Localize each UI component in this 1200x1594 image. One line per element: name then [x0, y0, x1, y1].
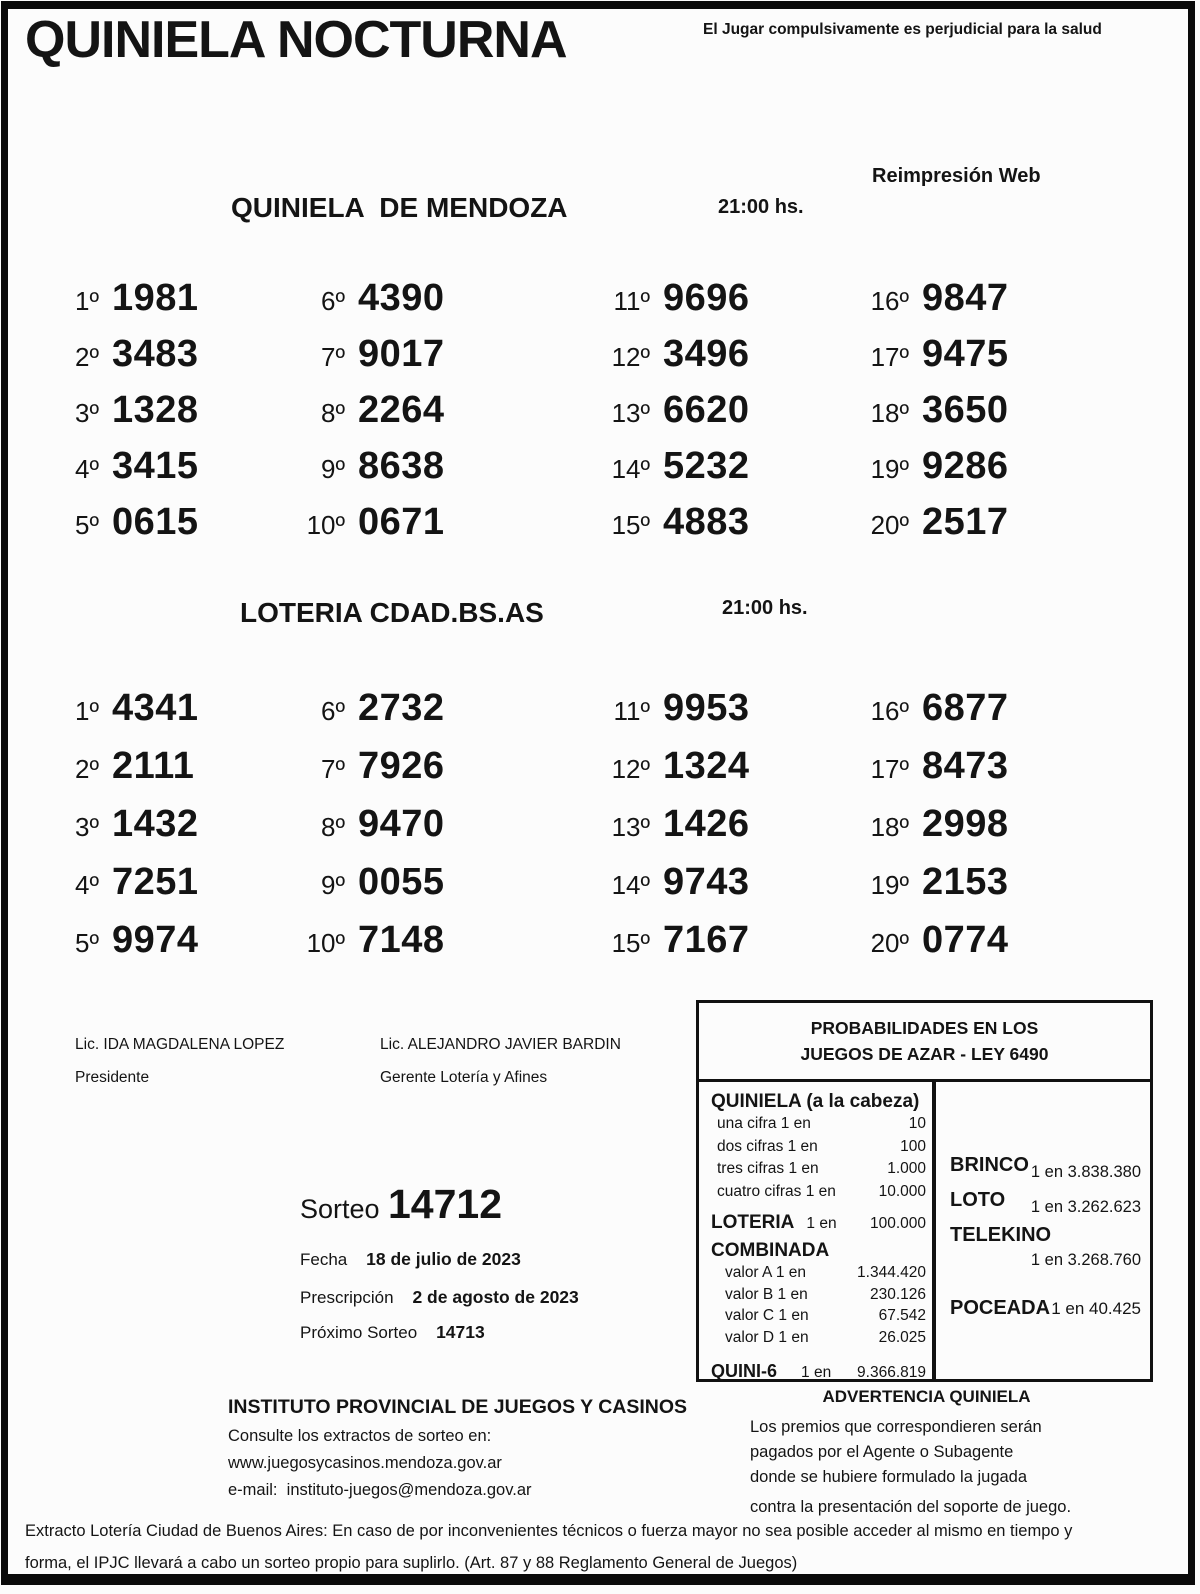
- result-number: 8638: [358, 445, 445, 487]
- result-position: 13º: [611, 398, 650, 428]
- result-position: 11º: [613, 286, 650, 316]
- bsas-section-title: LOTERIA CDAD.BS.AS: [240, 597, 544, 628]
- result-cell: [863, 795, 1163, 853]
- draw-date-label: Fecha: [300, 1250, 348, 1269]
- result-cell: [604, 494, 863, 550]
- odds-value: 67.542: [878, 1307, 926, 1324]
- probabilities-left-column: [699, 1082, 936, 1379]
- result-number: 4341: [112, 687, 199, 729]
- official-role: Gerente Lotería y Afines: [380, 1069, 548, 1086]
- result-number: 2732: [358, 687, 445, 729]
- quiniela-odds-header: QUINIELA (a la cabeza): [711, 1091, 920, 1112]
- result-number: 3650: [922, 389, 1009, 431]
- quini6-odds-row: [711, 1361, 926, 1382]
- combinada-header: COMBINADA: [711, 1240, 830, 1261]
- official-president: [75, 1036, 375, 1087]
- page-title: QUINIELA NOCTURNA: [25, 11, 567, 69]
- result-position: 12º: [611, 342, 650, 372]
- result-cell: [299, 795, 604, 853]
- odds-row: [711, 1327, 926, 1349]
- loto-odds-row: [950, 1189, 1141, 1216]
- odds-label: tres cifras 1 en: [717, 1160, 819, 1177]
- draw-date-value: 18 de julio de 2023: [366, 1249, 521, 1269]
- result-cell: [604, 679, 863, 737]
- loteria-odds-mid: 1 en: [806, 1215, 837, 1232]
- quini6-odds-value: 9.366.819: [857, 1364, 926, 1381]
- odds-value: 10: [908, 1115, 926, 1132]
- result-position: 14º: [611, 870, 650, 900]
- institute-name: INSTITUTO PROVINCIAL DE JUEGOS Y CASINOS: [228, 1396, 688, 1418]
- result-cell: [863, 438, 1163, 494]
- result-position: 15º: [611, 928, 650, 958]
- result-cell: [53, 382, 299, 438]
- result-number: 2517: [922, 501, 1009, 543]
- odds-row: [711, 1113, 926, 1136]
- game-odds: 1 en 3.262.623: [1030, 1198, 1141, 1216]
- odds-label: valor C 1 en: [725, 1307, 809, 1324]
- draw-prescription-value: 2 de agosto de 2023: [412, 1287, 579, 1307]
- result-number: 7251: [112, 861, 199, 903]
- result-number: 9847: [922, 277, 1009, 319]
- result-cell: [863, 737, 1163, 795]
- result-number: 9017: [358, 333, 445, 375]
- result-position: 14º: [611, 454, 650, 484]
- odds-row: [711, 1262, 926, 1284]
- odds-row: [711, 1284, 926, 1306]
- result-cell: [299, 679, 604, 737]
- odds-label: cuatro cifras 1 en: [717, 1182, 836, 1200]
- result-cell: [299, 438, 604, 494]
- game-odds: 1 en 40.425: [1051, 1298, 1141, 1318]
- result-number: 0055: [358, 861, 445, 903]
- result-number: 2998: [922, 803, 1009, 845]
- odds-value: 26.025: [878, 1328, 926, 1346]
- next-draw-label: Próximo Sorteo: [300, 1323, 418, 1342]
- result-number: 1432: [112, 803, 199, 845]
- next-draw-row: [300, 1322, 485, 1343]
- result-number: 9286: [922, 445, 1009, 487]
- result-number: 0774: [922, 919, 1009, 961]
- health-warning-text: El Jugar compulsivamente es perjudicial para la salud: [703, 21, 1102, 38]
- result-position: 18º: [870, 812, 909, 842]
- odds-row: [711, 1136, 926, 1159]
- loteria-odds-row: [711, 1212, 926, 1234]
- quiniela-warning-line: pagados por el Agente o Subagente: [750, 1443, 1014, 1461]
- result-number: 7926: [358, 745, 445, 787]
- institute-block: [228, 1396, 687, 1500]
- quiniela-warning-title: ADVERTENCIA QUINIELA: [822, 1387, 1031, 1406]
- result-position: 3º: [75, 812, 99, 842]
- result-cell: [53, 737, 299, 795]
- quiniela-warning-line: donde se hubiere formulado la jugada: [750, 1468, 1028, 1486]
- result-cell: [604, 382, 863, 438]
- game-odds: 1 en 3.838.380: [1030, 1163, 1141, 1181]
- result-number: 9974: [112, 919, 199, 961]
- probabilities-body: [699, 1082, 1150, 1379]
- mendoza-results-grid: [53, 270, 1163, 550]
- result-number: 8473: [922, 745, 1009, 787]
- web-reprint-label: Reimpresión Web: [872, 165, 1041, 187]
- result-position: 2º: [75, 342, 99, 372]
- result-position: 1º: [75, 286, 99, 316]
- result-cell: [299, 911, 604, 969]
- odds-label: valor D 1 en: [725, 1328, 809, 1346]
- result-cell: [604, 326, 863, 382]
- result-cell: [53, 795, 299, 853]
- loteria-label: LOTERIA: [711, 1212, 795, 1233]
- result-position: 11º: [613, 696, 650, 726]
- probabilities-title: [699, 1003, 1150, 1082]
- result-number: 6877: [922, 687, 1009, 729]
- result-number: 6620: [663, 389, 750, 431]
- draw-number-value: 14712: [388, 1181, 503, 1227]
- result-number: 1328: [112, 389, 199, 431]
- telekino-odds-row: [950, 1224, 1141, 1270]
- footer-disclaimer: [25, 1515, 1175, 1579]
- result-number: 2153: [922, 861, 1009, 903]
- result-position: 7º: [321, 754, 345, 784]
- result-position: 7º: [321, 342, 345, 372]
- result-position: 2º: [75, 754, 99, 784]
- result-position: 6º: [321, 286, 345, 316]
- result-position: 20º: [870, 510, 909, 540]
- result-number: 4390: [358, 277, 445, 319]
- brinco-odds-row: [950, 1154, 1141, 1181]
- result-cell: [299, 494, 604, 550]
- result-number: 0615: [112, 501, 199, 543]
- quiniela-warning-line: Los premios que correspondieren serán: [750, 1418, 1042, 1436]
- result-position: 15º: [611, 510, 650, 540]
- result-position: 17º: [870, 754, 909, 784]
- result-position: 1º: [75, 696, 99, 726]
- odds-row: [711, 1158, 926, 1181]
- odds-row: [711, 1305, 926, 1327]
- result-position: 8º: [321, 398, 345, 428]
- result-number: 1981: [112, 277, 199, 319]
- result-number: 1324: [663, 745, 750, 787]
- footer-line: forma, el IPJC llevará a cabo un sorteo propio para suplirlo. (Art. 87 y 88 Reglamento General de Juegos): [25, 1554, 798, 1572]
- odds-value: 1.000: [887, 1160, 926, 1177]
- result-position: 5º: [75, 510, 99, 540]
- result-cell: [299, 326, 604, 382]
- result-cell: [53, 679, 299, 737]
- result-cell: [604, 853, 863, 911]
- draw-number-label: Sorteo: [300, 1194, 380, 1224]
- result-cell: [604, 270, 863, 326]
- result-cell: [863, 270, 1163, 326]
- official-manager: [380, 1036, 680, 1087]
- result-cell: [53, 270, 299, 326]
- result-position: 18º: [870, 398, 909, 428]
- result-number: 9470: [358, 803, 445, 845]
- result-number: 3496: [663, 333, 750, 375]
- result-cell: [604, 795, 863, 853]
- draw-prescription-row: [300, 1287, 579, 1308]
- probabilities-box: [696, 1000, 1153, 1382]
- result-number: 4883: [663, 501, 750, 543]
- probabilities-right-column: [936, 1082, 1150, 1379]
- result-number: 7167: [663, 919, 750, 961]
- result-number: 3483: [112, 333, 199, 375]
- result-cell: [863, 911, 1163, 969]
- result-position: 19º: [870, 454, 909, 484]
- next-draw-value: 14713: [436, 1322, 485, 1342]
- result-position: 4º: [75, 454, 99, 484]
- result-cell: [53, 326, 299, 382]
- result-position: 5º: [75, 928, 99, 958]
- result-cell: [53, 853, 299, 911]
- result-number: 7148: [358, 919, 445, 961]
- official-name: Lic. IDA MAGDALENA LOPEZ: [75, 1036, 285, 1053]
- result-number: 1426: [663, 803, 750, 845]
- result-cell: [53, 438, 299, 494]
- institute-website: www.juegosycasinos.mendoza.gov.ar: [228, 1454, 502, 1472]
- result-position: 17º: [870, 342, 909, 372]
- institute-email: e-mail: instituto-juegos@mendoza.gov.ar: [228, 1481, 532, 1499]
- footer-line: Extracto Lotería Ciudad de Buenos Aires: En caso de por inconvenientes técnicos o fuerza mayor no sea posible acceder al mismo en tiempo y: [25, 1522, 1073, 1540]
- institute-consult-line: Consulte los extractos de sorteo en:: [228, 1427, 492, 1445]
- official-name: Lic. ALEJANDRO JAVIER BARDIN: [380, 1036, 621, 1053]
- game-name: TELEKINO: [950, 1224, 1052, 1246]
- draw-prescription-label: Prescripción: [300, 1288, 394, 1307]
- quini6-odds-mid: 1 en: [801, 1364, 832, 1381]
- result-position: 12º: [611, 754, 650, 784]
- result-position: 8º: [321, 812, 345, 842]
- result-cell: [863, 326, 1163, 382]
- result-position: 20º: [870, 928, 909, 958]
- odds-value: 100: [900, 1137, 926, 1155]
- result-number: 0671: [358, 501, 445, 543]
- result-cell: [53, 494, 299, 550]
- result-position: 9º: [321, 454, 345, 484]
- game-odds: 1 en 3.268.760: [1030, 1251, 1141, 1269]
- draw-date-row: [300, 1249, 521, 1270]
- result-cell: [863, 853, 1163, 911]
- result-position: 16º: [870, 696, 909, 726]
- result-number: 9743: [663, 861, 750, 903]
- result-position: 10º: [306, 928, 345, 958]
- odds-label: una cifra 1 en: [717, 1115, 811, 1132]
- game-name: LOTO: [950, 1189, 1006, 1211]
- result-position: 9º: [321, 870, 345, 900]
- odds-label: dos cifras 1 en: [717, 1137, 818, 1155]
- result-number: 9696: [663, 277, 750, 319]
- probabilities-title-line1: PROBABILIDADES EN LOS: [810, 1018, 1039, 1038]
- result-number: 5232: [663, 445, 750, 487]
- odds-row: [711, 1181, 926, 1204]
- result-cell: [863, 494, 1163, 550]
- result-number: 3415: [112, 445, 199, 487]
- result-cell: [604, 737, 863, 795]
- result-cell: [863, 679, 1163, 737]
- result-cell: [299, 737, 604, 795]
- quiniela-warning-line: contra la presentación del soporte de juego.: [750, 1498, 1072, 1516]
- result-number: 2264: [358, 389, 445, 431]
- probabilities-title-line2: JUEGOS DE AZAR - LEY 6490: [800, 1044, 1049, 1064]
- result-cell: [299, 382, 604, 438]
- odds-value: 230.126: [869, 1285, 926, 1303]
- result-number: 2111: [112, 745, 195, 787]
- result-position: 19º: [870, 870, 909, 900]
- result-position: 13º: [611, 812, 650, 842]
- bsas-draw-time: 21:00 hs.: [722, 597, 808, 619]
- mendoza-section-title: QUINIELA DE MENDOZA: [231, 192, 568, 223]
- result-cell: [53, 911, 299, 969]
- result-position: 6º: [321, 696, 345, 726]
- game-name: POCEADA: [950, 1297, 1051, 1319]
- result-number: 9475: [922, 333, 1009, 375]
- result-cell: [604, 438, 863, 494]
- result-position: 16º: [870, 286, 909, 316]
- result-cell: [299, 853, 604, 911]
- mendoza-draw-time: 21:00 hs.: [718, 196, 804, 218]
- odds-label: valor A 1 en: [725, 1264, 807, 1281]
- result-cell: [299, 270, 604, 326]
- loteria-odds-value: 100.000: [869, 1215, 926, 1232]
- odds-label: valor B 1 en: [725, 1285, 808, 1303]
- official-role: Presidente: [75, 1069, 150, 1086]
- result-cell: [604, 911, 863, 969]
- quini6-label: QUINI-6: [711, 1361, 778, 1381]
- result-position: 4º: [75, 870, 99, 900]
- result-number: 9953: [663, 687, 750, 729]
- bsas-results-grid: [53, 679, 1163, 969]
- result-cell: [863, 382, 1163, 438]
- quiniela-warning: [700, 1387, 1153, 1520]
- odds-value: 10.000: [878, 1182, 926, 1200]
- game-name: BRINCO: [950, 1154, 1029, 1176]
- result-position: 3º: [75, 398, 99, 428]
- result-position: 10º: [306, 510, 345, 540]
- poceada-odds-row: [950, 1297, 1141, 1320]
- odds-value: 1.344.420: [857, 1264, 926, 1281]
